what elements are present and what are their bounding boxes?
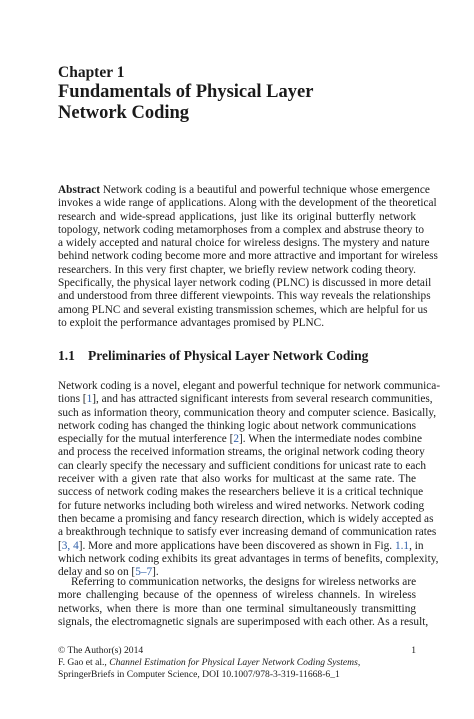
body-line <box>58 420 416 433</box>
body-text: for future networks including both wireless and wired networks. Network coding <box>58 499 425 512</box>
body-text: which network coding exhibits its great advantages in terms of benefits, complexity, <box>58 552 439 565</box>
section-number: 1.1 <box>58 348 75 363</box>
abstract-line: behind network coding become more and more attractive and important for wireless <box>58 250 438 263</box>
citation-link[interactable]: 2 <box>233 433 239 446</box>
body-text: a breakthrough technique to satisfy ever increasing demand of communication rates <box>58 526 437 539</box>
abstract-line: a widely accepted and natural choice for wireless designs. The mystery and nature <box>58 237 430 250</box>
copyright-line: © The Author(s) 2014 <box>58 645 144 656</box>
body-text: ]. More and more applications have been discovered as shown in Fig. <box>78 539 395 552</box>
body-text: such as information theory, communication theory and computer science. Basically, <box>58 406 437 419</box>
body-text: ], and has attracted significant interests from several research communities, <box>92 393 433 406</box>
body-line <box>58 473 416 486</box>
body-text: network coding has changed the thinking logic about network communications <box>58 419 416 432</box>
abstract-line: and understood from three different viewpoints. This way reveals the relationships <box>58 290 431 303</box>
body-text: then became a promising and fancy research direction, which is widely accepted as <box>58 512 434 525</box>
body-line <box>58 433 422 446</box>
chapter-title-line: Network Coding <box>58 103 190 123</box>
citation-line: F. Gao et al., Channel Estimation for Physical Layer Network Coding Systems, <box>58 657 361 668</box>
body-line: signals, the electromagnetic signals are superimposed with each other. As a result, <box>58 615 429 628</box>
citation-link[interactable]: 3, 4 <box>61 539 79 552</box>
abstract-heading: Abstract <box>58 184 101 196</box>
body-line <box>58 499 425 513</box>
body-line: Referring to communication networks, the designs for wireless networks are <box>71 576 417 588</box>
abstract-line: among PLNC and several existing transmission schemes, which are helpful for us <box>58 303 428 316</box>
body-line: more challenging because of the openness of wireless channels. In wireless <box>58 589 416 602</box>
abstract-line: to exploit the performance advantages promised by PLNC. <box>58 316 325 329</box>
abstract-line: research and wide-spread applications, just like its original butterfly network <box>58 210 416 223</box>
body-text: receiver with a given rate that also works for multicast at the same rate. The <box>58 473 416 486</box>
section-title: Preliminaries of Physical Layer Network Coding <box>88 348 369 363</box>
page-number: 1 <box>411 645 416 656</box>
body-text: delay and so on [ <box>58 566 136 579</box>
body-text: tions [ <box>58 393 87 406</box>
abstract-line: invokes a wide range of applications. Along with the development of the theoretical <box>58 197 437 210</box>
body-line <box>58 512 434 526</box>
body-paragraph <box>58 380 441 579</box>
abstract-line: researchers. In this very first chapter, we briefly review network coding theory. <box>58 263 416 276</box>
series-doi-line: SpringerBriefs in Computer Science, DOI 10.1007/978-3-319-11668-6_1 <box>58 669 340 680</box>
body-line <box>58 406 437 420</box>
body-line <box>58 446 425 459</box>
body-line <box>58 539 424 553</box>
section-heading <box>58 348 368 364</box>
figure-link[interactable]: 1.1 <box>394 539 410 552</box>
chapter-label: Chapter 1 <box>58 64 125 81</box>
body-text: [ <box>58 539 62 552</box>
body-text: especially for the mutual interference [ <box>58 433 234 446</box>
body-line <box>58 393 433 406</box>
abstract-line: Specifically, the physical layer network coding (PLNC) is discussed in more detail <box>58 277 432 290</box>
abstract-line: topology, network coding metamorphoses from a complex and abstruse theory to <box>58 223 425 236</box>
body-line <box>58 486 424 499</box>
chapter-title <box>58 82 313 124</box>
body-line <box>58 380 441 393</box>
citation-link[interactable]: 1 <box>86 393 93 406</box>
body-text: ]. When the intermediate nodes combine <box>238 433 422 446</box>
body-line <box>58 552 439 566</box>
body-text: success of network coding makes the researchers believe it is a critical technique <box>58 486 424 499</box>
body-line: networks, when there is more than one terminal simultaneously transmitting <box>58 602 416 615</box>
body-text: ]. <box>152 566 159 579</box>
body-text: , in <box>409 539 424 552</box>
abstract-line: Abstract Network coding is a beautiful and powerful technique whose emergence <box>58 184 430 196</box>
body-paragraph <box>58 576 429 629</box>
body-text: can clearly specify the necessary and sufficient conditions for unicast rate to each <box>58 459 427 472</box>
chapter-title-line: Fundamentals of Physical Layer <box>58 82 314 102</box>
body-text: and process the received information streams, the original network coding theory <box>58 446 425 459</box>
body-text: Network coding is a novel, elegant and powerful technique for network communica- <box>58 380 441 392</box>
citation-link[interactable]: 5–7 <box>135 566 153 579</box>
page-footer <box>58 645 416 681</box>
body-line <box>58 459 427 473</box>
body-line <box>58 526 437 539</box>
abstract-block <box>58 184 438 330</box>
book-title: Channel Estimation for Physical Layer Network Coding Systems <box>109 657 358 668</box>
